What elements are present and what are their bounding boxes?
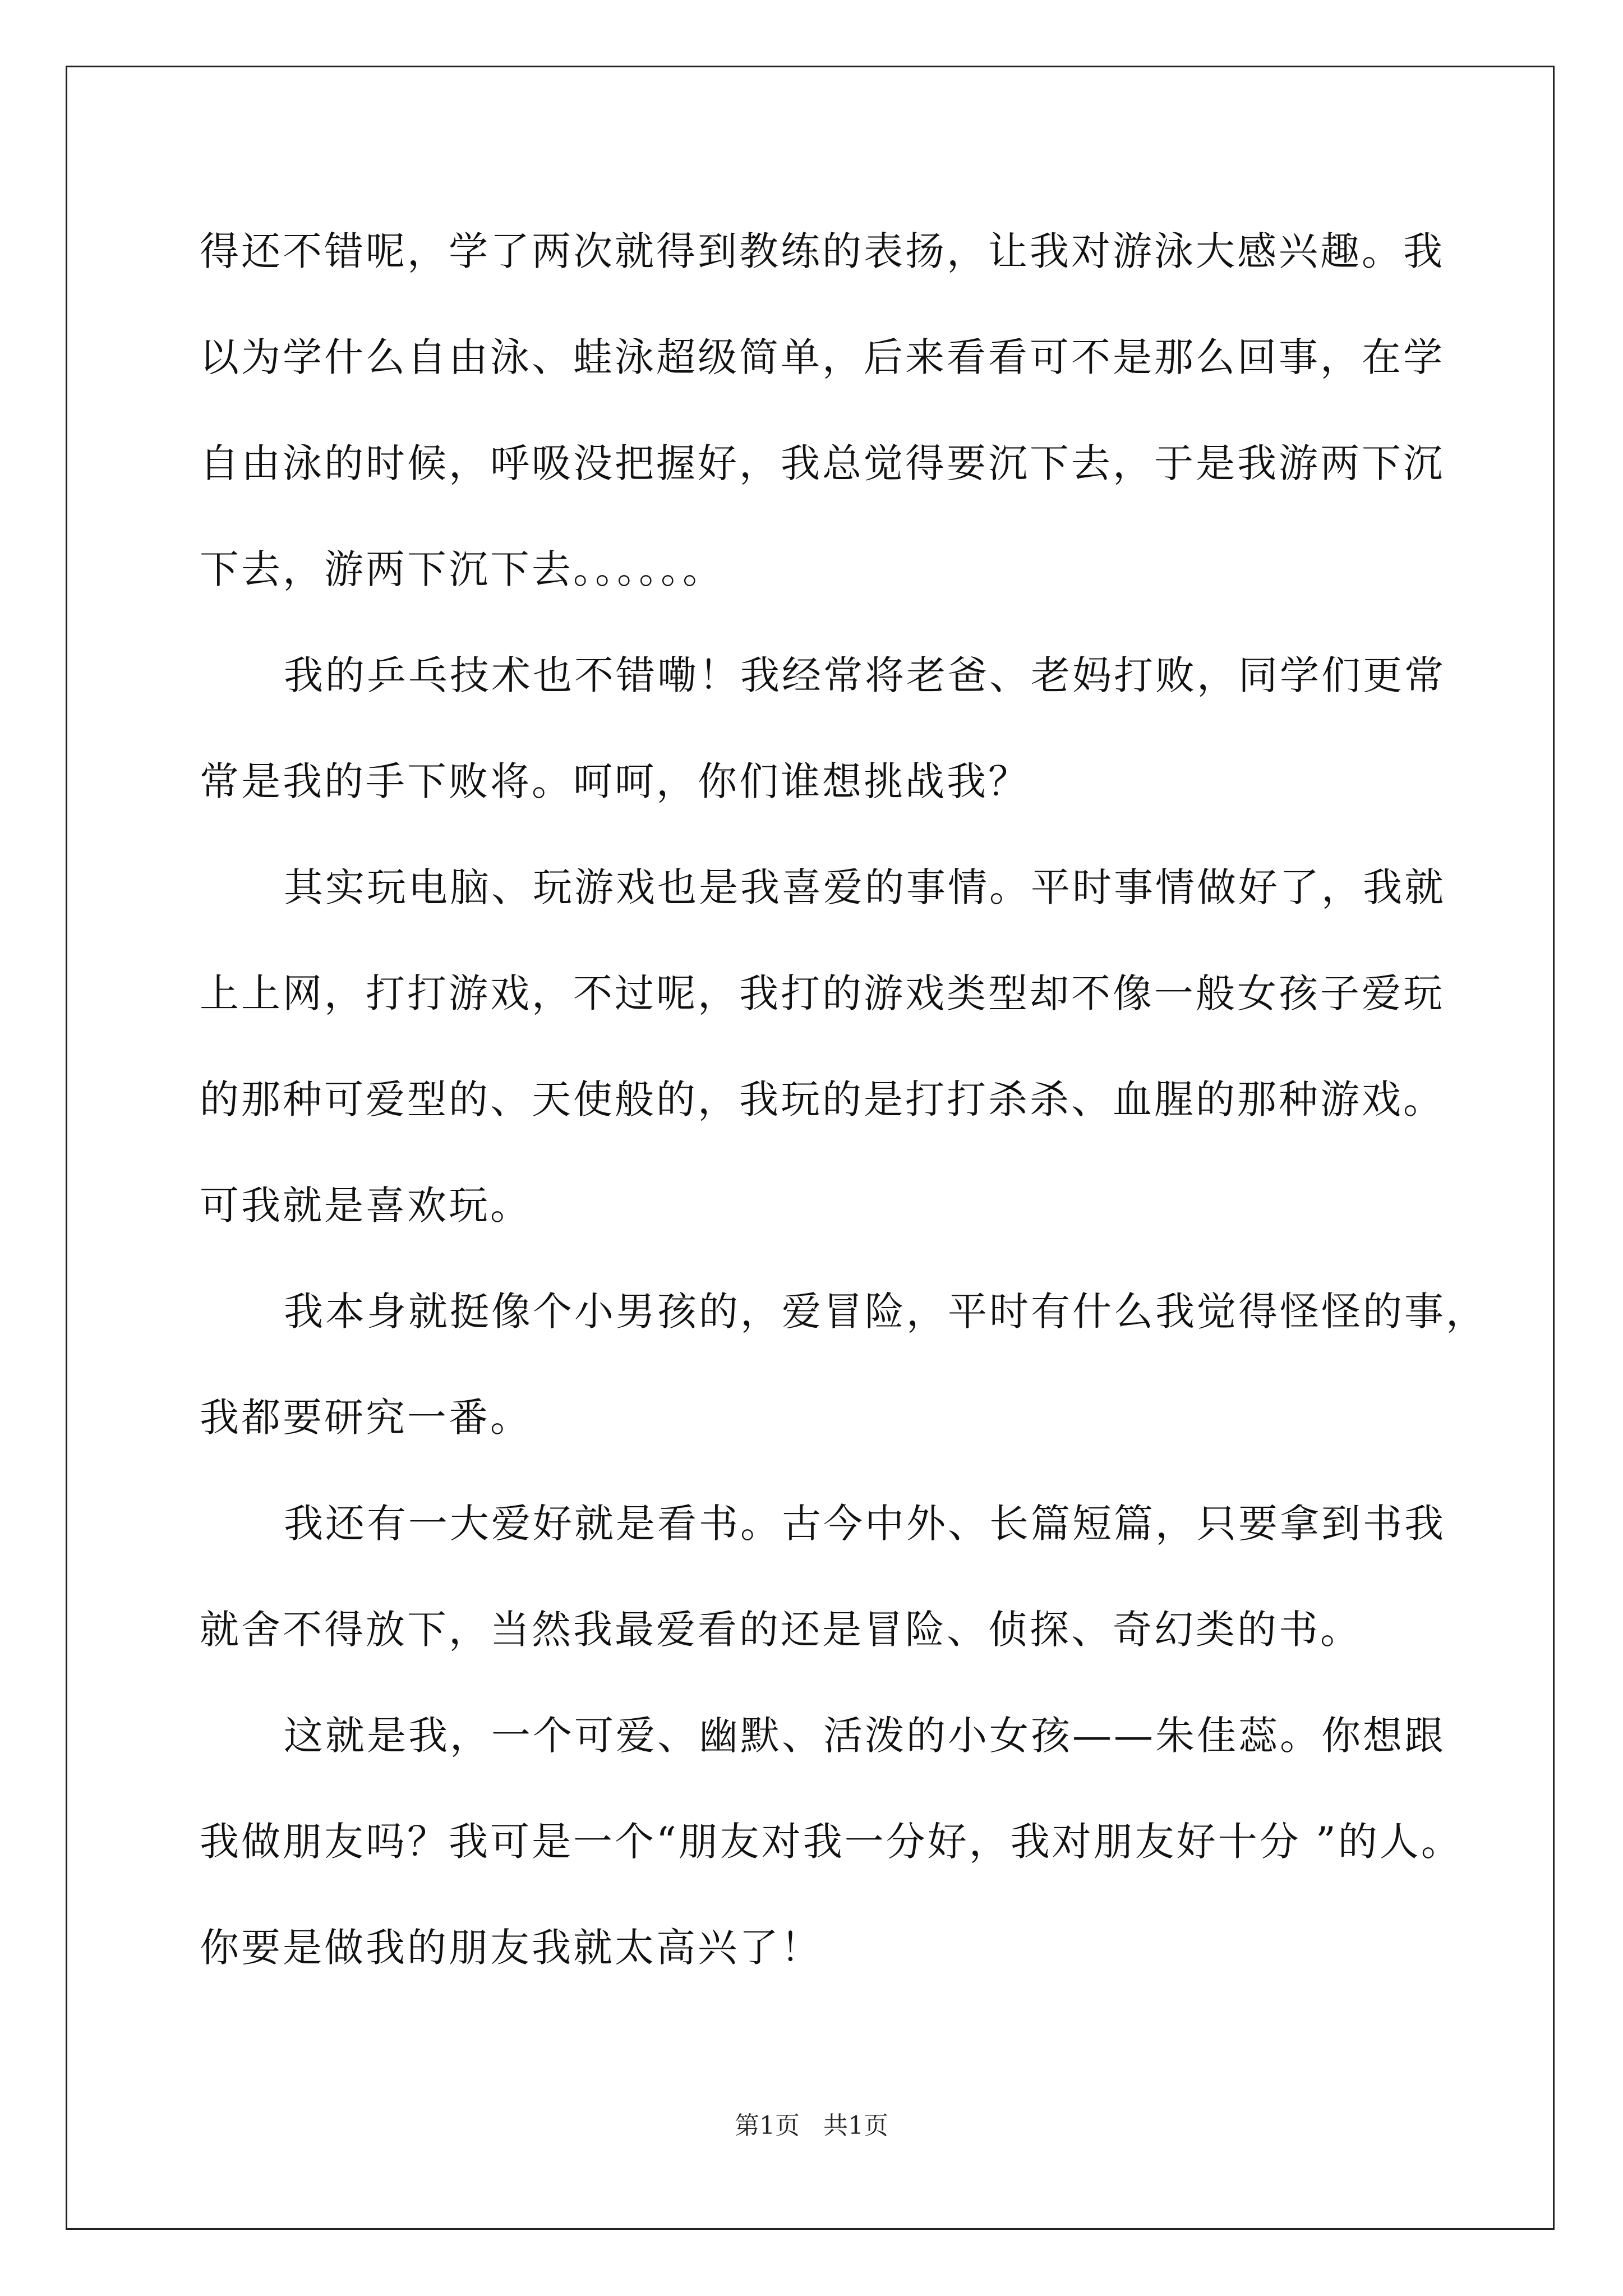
paragraph-first-line: 我还有一大爱好就是看书。古今中外、长篇短篇，只要拿到书我	[284, 1501, 1446, 1547]
text-line: 得还不错呢，学了两次就得到教练的表扬，让我对游泳大感兴趣。我	[200, 228, 1445, 274]
text-line: 我做朋友吗？我可是一个“朋友对我一分好，我对朋友好十分 ”的人。	[200, 1819, 1463, 1865]
text-line: 自由泳的时候，呼吸没把握好，我总觉得要沉下去，于是我游两下沉	[200, 440, 1445, 486]
paragraph-first-line: 我的乒乓技术也不错嘞！我经常将老爸、老妈打败，同学们更常	[284, 652, 1446, 698]
text-line: 我都要研究一番。	[200, 1395, 532, 1441]
text-line: 常是我的手下败将。呵呵，你们谁想挑战我？	[200, 758, 1030, 804]
text-line: 以为学什么自由泳、蛙泳超级简单，后来看看可不是那么回事，在学	[200, 334, 1445, 380]
text-line: 可我就是喜欢玩。	[200, 1182, 532, 1228]
paragraph-first-line: 其实玩电脑、玩游戏也是我喜爱的事情。平时事情做好了，我就	[284, 864, 1446, 910]
text-line: 你要是做我的朋友我就太高兴了！	[200, 1925, 822, 1971]
text-line: 就舍不得放下，当然我最爱看的还是冒险、侦探、奇幻类的书。	[200, 1607, 1362, 1653]
text-line: 下去，游两下沉下去。。。。。。	[200, 546, 724, 592]
text-line: 的那种可爱型的、天使般的，我玩的是打打杀杀、血腥的那种游戏。	[200, 1076, 1445, 1122]
page-number-footer: 第1页 共1页	[735, 2111, 888, 2140]
paragraph-first-line: 这就是我，一个可爱、幽默、活泼的小女孩——朱佳蕊。你想跟	[284, 1713, 1446, 1759]
text-line: 上上网，打打游戏，不过呢，我打的游戏类型却不像一般女孩子爱玩	[200, 970, 1445, 1016]
paragraph-first-line: 我本身就挺像个小男孩的，爱冒险，平时有什么我觉得怪怪的事，	[284, 1289, 1487, 1335]
